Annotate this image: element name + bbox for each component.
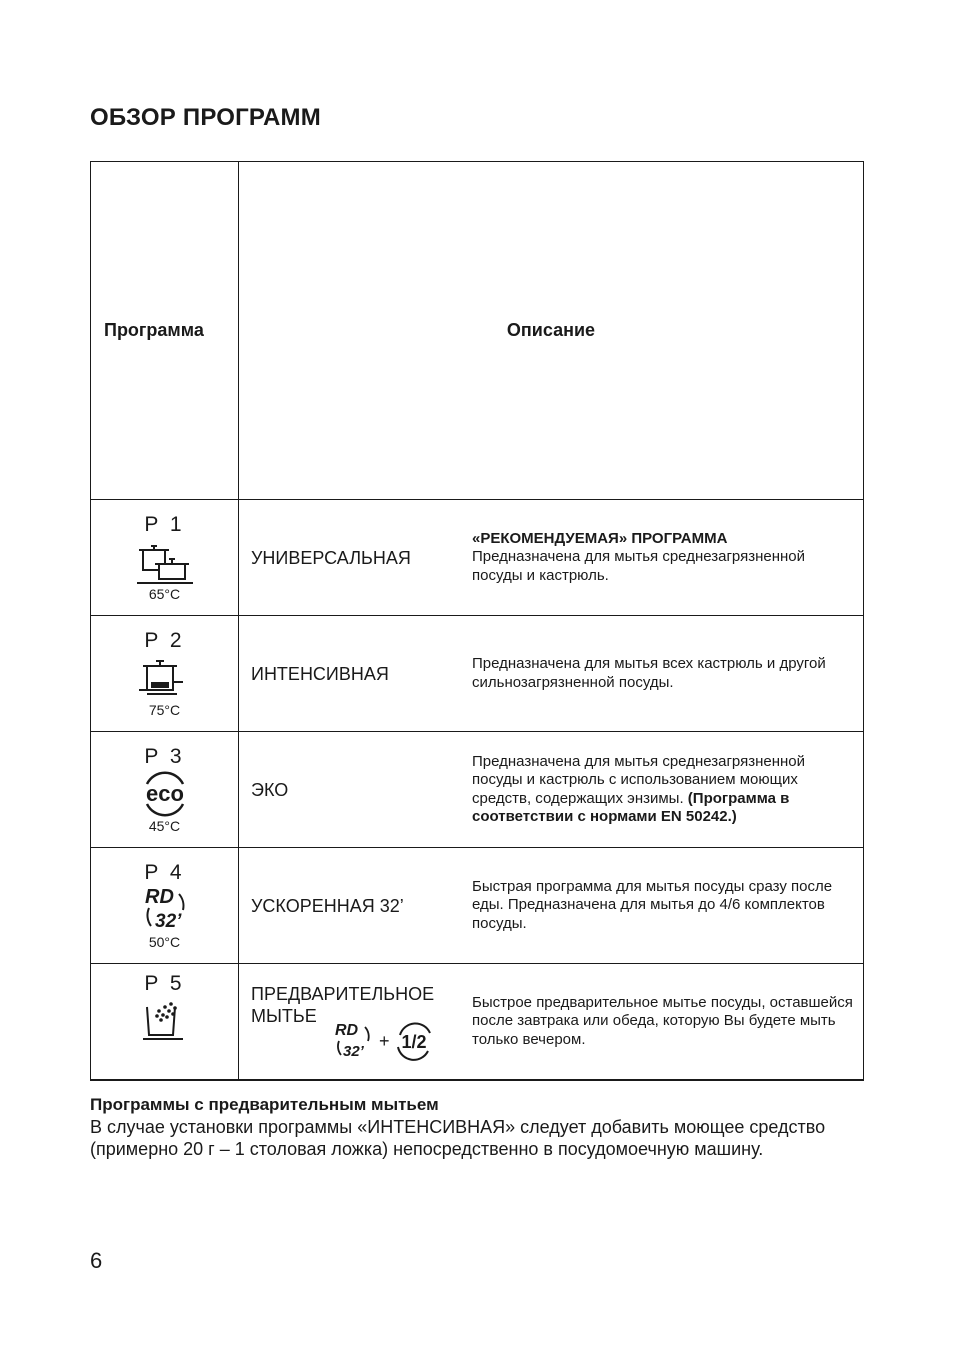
recommended-label: «РЕКОМЕНДУЕМАЯ» ПРОГРАММА: [472, 529, 728, 547]
prewash-section-text: В случае установки программы «ИНТЕНСИВНАЯ» следует добавить моющее средство (примерно 20 г – 1 столовая ложка) непосредственно в посудомоечную машину.: [90, 1117, 826, 1159]
svg-text:32’: 32’: [343, 1042, 364, 1060]
pot-intensive-icon: [133, 652, 197, 702]
table-header-row: [91, 162, 864, 500]
program-name: ИНТЕНСИВНАЯ: [251, 663, 389, 684]
table-row: [91, 964, 864, 1081]
program-code: P 1: [144, 512, 185, 536]
program-code: P 5: [144, 972, 185, 995]
program-description: «РЕКОМЕНДУЕМАЯ» ПРОГРАММА Предназначена для мытья среднезагрязненной посуды и кастрюль.: [472, 529, 806, 584]
prewash-icon: [135, 995, 195, 1045]
program-name: ПРЕДВАРИТЕЛЬНОЕ МЫТЬЕ: [251, 983, 435, 1026]
program-description: Предназначена для мытья среднезагрязненной посуды и кастрюль с использованием моющих средств, содержащих энзимы. (Программа в соответствии с нормами EN 50242.): [472, 752, 806, 825]
program-code: P 4: [144, 860, 185, 884]
prewash-section-title: Программы с предварительным мытьем: [90, 1095, 439, 1114]
page-number: 6: [90, 1248, 103, 1273]
program-description: Предназначена для мытья всех кастрюль и другой сильнозагрязненной посуды.: [472, 655, 826, 691]
svg-text:RD: RD: [335, 1021, 359, 1039]
program-description: Быстрая программа для мытья посуды сразу после еды. Предназначена для мытья до 4/6 комплектов посуды.: [472, 877, 833, 932]
svg-text:32’: 32’: [154, 910, 181, 932]
header-program: Программа: [91, 162, 239, 500]
program-name: ЭКО: [251, 779, 289, 800]
svg-text:eco: eco: [145, 780, 184, 806]
standard-note: (Программа в соответствии с нормами EN 50242.): [472, 789, 790, 825]
table-row: [91, 848, 864, 964]
program-temperature: 65°C: [148, 585, 181, 602]
header-description: Описание: [239, 162, 864, 500]
program-temperature: 75°C: [148, 701, 181, 718]
table-row: [91, 616, 864, 732]
program-description: Быстрое предварительное мытье посуды, оставшейся после завтрака или обеда, которую Вы будете мыть только вечером.: [472, 993, 853, 1048]
half-load-icon: [392, 1021, 436, 1061]
program-name: УНИВЕРСАЛЬНАЯ: [251, 547, 411, 568]
rapid-32-icon: [331, 1021, 377, 1061]
svg-text:RD: RD: [144, 885, 174, 908]
program-name: УСКОРЕННАЯ 32’: [251, 895, 404, 916]
eco-icon: [135, 768, 195, 818]
program-code: P 2: [144, 628, 185, 652]
program-code: P 3: [144, 744, 185, 768]
program-temperature: 50°C: [148, 933, 181, 950]
pots-icon: [133, 536, 197, 586]
table-row: [91, 500, 864, 616]
plus-sign: +: [379, 1030, 390, 1051]
programs-table: [90, 161, 864, 1081]
program-temperature: 45°C: [148, 817, 181, 834]
rapid-32-icon: [135, 884, 195, 934]
page-title: ОБЗОР ПРОГРАММ: [90, 104, 321, 131]
svg-text:1/2: 1/2: [401, 1031, 427, 1052]
table-row: [91, 732, 864, 848]
